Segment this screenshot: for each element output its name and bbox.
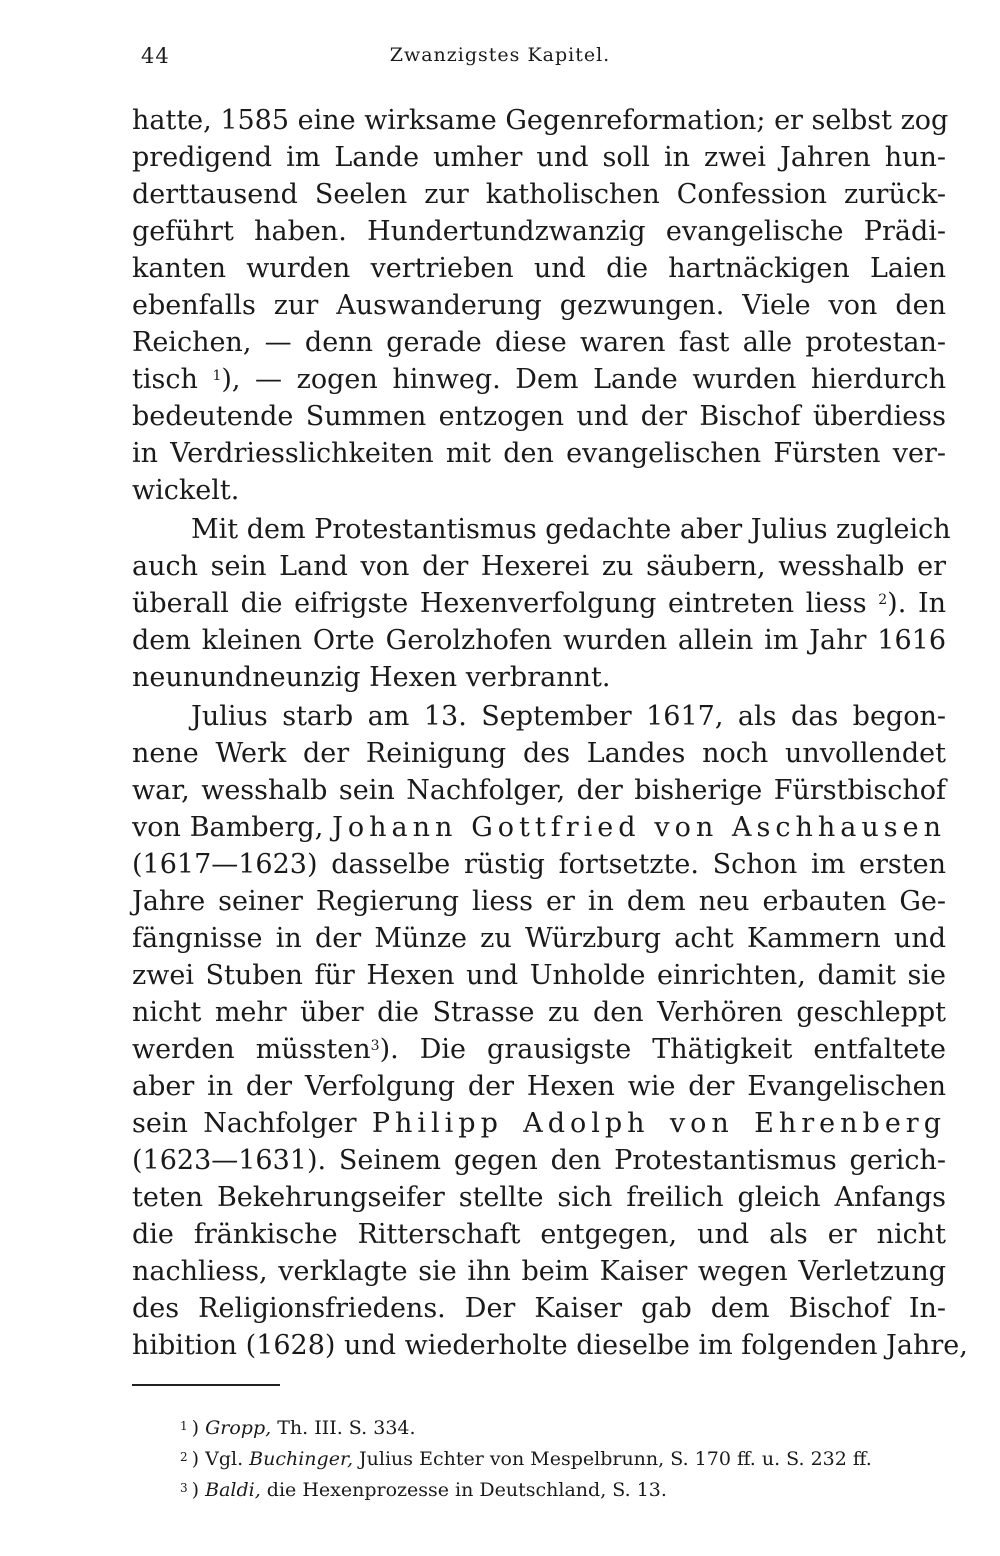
text-line	[132, 810, 946, 846]
running-head: Zwanzigstes Kapitel.	[389, 44, 611, 66]
text-segment: ), — zogen hinweg. Dem Lande wurden hierdurch	[221, 364, 946, 395]
text-line: kanten wurden vertrieben und die hartnäckigen Laien	[132, 253, 946, 284]
text-line: Reichen, — denn gerade diese waren fast alle protestan-	[132, 327, 946, 358]
text-line: geführt haben. Hundertundzwanzig evangelische Prädi-	[132, 216, 946, 247]
footnote-mark: 1	[180, 1419, 188, 1433]
footnote-text: Julius Echter von Mespelbrunn, S. 170 ff. u. S. 232 ff.	[353, 1448, 872, 1470]
footnote-ref: 1	[212, 368, 222, 384]
footnote-paren: )	[191, 1448, 200, 1470]
text-segment: überall die eifrigste Hexenverfolgung eintreten liess	[132, 588, 879, 619]
text-line: derttausend Seelen zur katholischen Confession zurück-	[132, 179, 946, 210]
person-name: Philipp Adolph von Ehrenberg	[371, 1108, 946, 1139]
text-line	[132, 586, 946, 622]
text-segment: tisch	[132, 364, 213, 395]
text-line: die fränkische Ritterschaft entgegen, und als er nicht	[132, 1219, 946, 1250]
footnote-ref: 3	[370, 1038, 380, 1054]
text-line	[132, 1106, 946, 1142]
text-line: fängnisse in der Münze zu Würzburg acht Kammern und	[132, 923, 946, 954]
text-line: wickelt.	[132, 475, 240, 506]
text-line: war, wesshalb sein Nachfolger, der bisherige Fürstbischof	[132, 775, 946, 806]
person-name: Johann Gottfried von Aschhausen	[332, 812, 946, 843]
footnote-author: Gropp,	[205, 1417, 272, 1439]
footnote-ref: 2	[878, 592, 888, 608]
text-segment: von Bamberg,	[132, 812, 333, 843]
text-segment: sein Nachfolger	[132, 1108, 372, 1139]
footnote-paren: )	[191, 1417, 200, 1439]
text-line: (1617—1623) dasselbe rüstig fortsetzte. Schon im ersten	[132, 849, 946, 880]
footnote	[180, 1476, 667, 1504]
text-line: auch sein Land von der Hexerei zu säubern, wesshalb er	[132, 551, 946, 582]
text-line: in Verdriesslichkeiten mit den evangelischen Fürsten ver-	[132, 438, 946, 469]
text-line	[132, 1032, 946, 1068]
footnote-paren: )	[191, 1479, 200, 1501]
footnote-mark: 2	[180, 1450, 188, 1464]
text-line: des Religionsfriedens. Der Kaiser gab dem Bischof In-	[132, 1293, 946, 1324]
footnote-mark: 3	[180, 1481, 188, 1495]
text-line: zwei Stuben für Hexen und Unholde einrichten, damit sie	[132, 960, 946, 991]
text-segment: ). In	[887, 588, 946, 619]
text-line: predigend im Lande umher und soll in zwei Jahren hun-	[132, 142, 946, 173]
footnote-text: Th. III. S. 334.	[271, 1417, 416, 1439]
footnote-divider	[132, 1384, 280, 1386]
text-line: bedeutende Summen entzogen und der Bischof überdiess	[132, 401, 946, 432]
text-line: hibition (1628) und wiederholte dieselbe im folgenden Jahre,	[132, 1330, 968, 1361]
footnote	[180, 1414, 416, 1442]
text-line: nachliess, verklagte sie ihn beim Kaiser wegen Verletzung	[132, 1256, 946, 1287]
footnote	[180, 1445, 872, 1473]
text-line: Mit dem Protestantismus gedachte aber Julius zugleich	[191, 514, 951, 545]
text-line: nene Werk der Reinigung des Landes noch unvollendet	[132, 738, 946, 769]
text-line: hatte, 1585 eine wirksame Gegenreformation; er selbst zog	[132, 105, 949, 136]
footnote-prefix: Vgl.	[205, 1448, 250, 1470]
text-line: (1623—1631). Seinem gegen den Protestantismus gerich-	[132, 1145, 946, 1176]
text-line: nicht mehr über die Strasse zu den Verhören geschleppt	[132, 997, 946, 1028]
footnote-text: die Hexenprozesse in Deutschland, S. 13.	[260, 1479, 667, 1501]
text-line	[132, 362, 946, 398]
text-line: teten Bekehrungseifer stellte sich freilich gleich Anfangs	[132, 1182, 946, 1213]
text-line: dem kleinen Orte Gerolzhofen wurden allein im Jahr 1616	[132, 625, 946, 656]
text-segment: werden müssten	[132, 1034, 371, 1065]
text-line: ebenfalls zur Auswanderung gezwungen. Viele von den	[132, 290, 946, 321]
page-number: 44	[141, 44, 170, 68]
text-line: Jahre seiner Regierung liess er in dem neu erbauten Ge-	[132, 886, 946, 917]
text-line: neunundneunzig Hexen verbrannt.	[132, 662, 611, 693]
text-line: aber in der Verfolgung der Hexen wie der Evangelischen	[132, 1071, 946, 1102]
text-line: Julius starb am 13. September 1617, als das begon-	[191, 701, 946, 732]
text-segment: ). Die grausigste Thätigkeit entfaltete	[379, 1034, 946, 1065]
footnote-author: Baldi,	[205, 1479, 261, 1501]
footnote-author: Buchinger,	[249, 1448, 353, 1470]
